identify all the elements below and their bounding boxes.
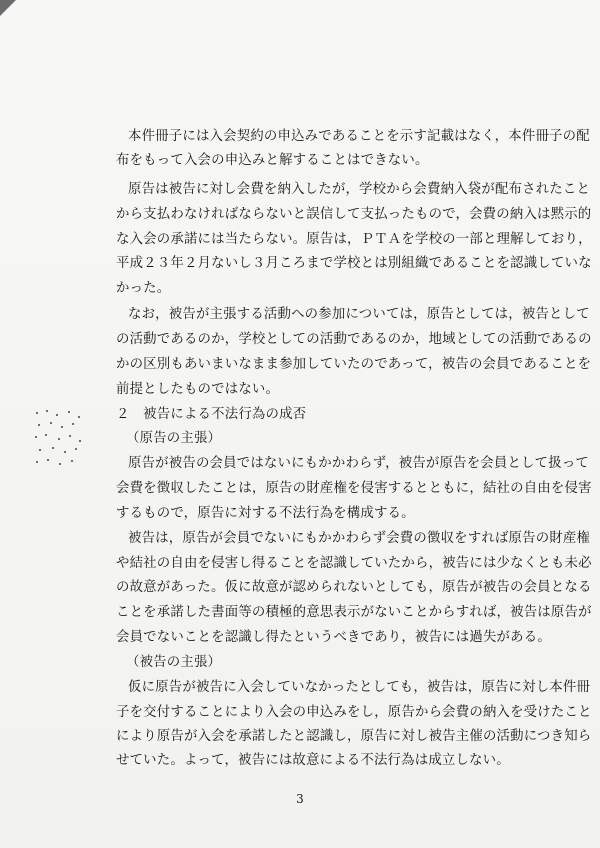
- text-line: な入会の承諾には当たらない。原告は，ＰＴＡを学校の一部と理解しており，: [116, 232, 592, 247]
- text-line: かの区別もあいまいなまま参加していたのであって，被告の会員であることを: [116, 357, 592, 372]
- text-line: 原告が被告の会員ではないにもかかわらず，被告が原告を会員として扱って: [128, 456, 590, 471]
- text-line: の故意があった。仮に故意が認められないとしても，原告が被告の会員となる: [116, 580, 592, 595]
- text-line: するもので，原告に対する不法行為を構成する。: [116, 506, 415, 521]
- text-line: の活動であるのか，学校としての活動であるのか，地域としての活動であるの: [116, 332, 592, 347]
- text-line: 原告は被告に対し会費を納入したが，学校から会費納入袋が配布されたこと: [128, 182, 591, 197]
- text-line: 会費を徴収したことは，原告の財産権を侵害するとともに，結社の自由を侵害: [116, 481, 592, 496]
- text-line: から支払わなければならないと誤信して支払ったもので，会費の納入は黙示的: [116, 207, 592, 222]
- text-line: により原告が入会を承諾したと認識し，原告に対し被告主催の活動につき知ら: [116, 729, 592, 744]
- text-line: ことを承諾した書面等の積極的意思表示がないことからすれば，被告は原告が: [116, 605, 592, 620]
- text-line: なお，被告が主張する活動への参加については，原告としては，被告として: [128, 307, 590, 322]
- section-heading: ２ 被告による不法行為の成否: [116, 407, 307, 422]
- text-line: せていた。よって，被告には故意による不法行為は成立しない。: [116, 753, 510, 768]
- text-line: 前提としたものではない。: [116, 382, 280, 397]
- text-line: 被告は，原告が会員でないにもかかわらず会費の徴収をすれば原告の財産権: [128, 531, 591, 546]
- text-line: 本件冊子には入会契約の申込みであることを示す記載はなく，本件冊子の配: [128, 129, 590, 144]
- text-line: や結社の自由を侵害し得ることを認識していたから，被告には少なくとも未必: [116, 556, 592, 571]
- page-number: 3: [296, 792, 304, 806]
- text-line: 平成２３年２月ないし３月ころまで学校とは別組織であることを認識していな: [116, 256, 592, 271]
- text-line: 仮に原告が被告に入会していなかったとしても，被告は，原告に対し本件冊: [128, 680, 591, 695]
- scan-corner-fold: [0, 0, 16, 16]
- text-line: 子を交付することにより入会の申込みをし，原告から会費の納入を受けたこと: [116, 705, 592, 720]
- subheading: （原告の主張）: [126, 431, 222, 446]
- text-line: 布をもって入会の申込みと解することはできない。: [116, 153, 429, 168]
- subheading: （被告の主張）: [126, 655, 222, 670]
- binding-holes: [34, 408, 84, 472]
- text-line: 会員でないことを認識し得たというべきであり，被告には過失がある。: [116, 630, 551, 645]
- text-line: かった。: [116, 281, 171, 296]
